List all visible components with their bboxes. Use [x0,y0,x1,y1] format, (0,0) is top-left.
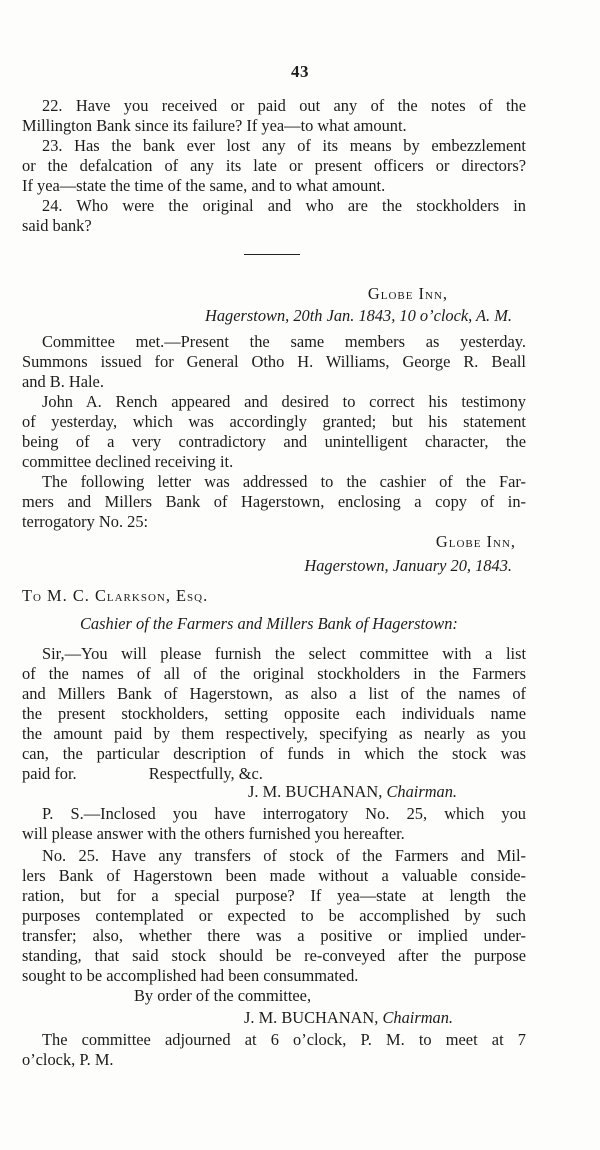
order-signature-title: Chairman. [382,1008,454,1027]
order-signature [22,1008,526,1028]
question-22 [22,96,526,136]
letter-closing-line [22,764,526,784]
p2-line-3: being of a very contradictory and unintelligent character, the [22,432,526,451]
adjourn-line-2: o’clock, P. M. [22,1050,114,1069]
q25-line-4: purposes contemplated or expected to be accomplished by such [22,906,526,925]
heading-place-text: Globe Inn, [367,284,448,303]
postscript-line-1: P. S.—Inclosed you have interrogatory No. 25, which you [42,804,526,823]
letter-closing-left: paid for. [22,764,77,783]
heading-dateline-text: Hagerstown, 20th Jan. 1843, 10 o’clock, A. M. [205,306,512,325]
letter-body-line-3: and Millers Bank of Hagerstown, as also a list of the names of [22,684,526,703]
question-24-line-2: said bank? [22,216,92,235]
question-22-line-2: Millington Bank since its failure? If yea—to what amount. [22,116,407,135]
p3-line-2: mers and Millers Bank of Hagerstown, enclosing a copy of in- [22,492,526,511]
letter-body [22,644,526,784]
section-divider [244,254,300,255]
postscript-line-2: will please answer with the others furnished you hereafter. [22,824,405,843]
letter-signature [22,782,526,802]
q25-line-5: transfer; also, whether there was a positive or implied under- [22,926,526,945]
by-order-text: By order of the committee, [134,986,312,1005]
letter-dateline-text: Hagerstown, January 20, 1843. [304,556,512,575]
letter-addressee-text: To M. C. Clarkson, Esq. [22,586,209,605]
p2-line-4: committee declined receiving it. [22,452,234,471]
q25-line-6: standing, that said stock should be re-conveyed after the purpose [22,946,526,965]
question-23 [22,136,526,196]
paragraph-letter-intro [22,472,526,532]
q25-line-2: lers Bank of Hagerstown been made without a valuable conside- [22,866,526,885]
page-number: 43 [291,62,309,81]
p3-line-3: terrogatory No. 25: [22,512,149,531]
letter-closing-right: Respectfully, &c. [148,764,263,783]
p1-line-3: and B. Hale. [22,372,104,391]
q25-line-3: ration, but for a special purpose? If yea—state at length the [22,886,526,905]
heading-dateline [22,306,526,326]
p2-line-1: John A. Rench appeared and desired to correct his testimony [42,392,526,411]
letter-addressee [22,586,526,606]
paragraph-committee-met [22,332,526,392]
p2-line-2: of yesterday, which was accordingly granted; but his statement [22,412,526,431]
adjournment [22,1030,526,1070]
letter-place-text: Globe Inn, [435,532,516,551]
question-23-line-2: or the defalcation of any its late or present officers or directors? [22,156,526,175]
question-24 [22,196,526,236]
letter-body-line-6: can, the particular description of funds in which the stock was [22,744,526,763]
q25-line-1: No. 25. Have any transfers of stock of the Farmers and Mil- [42,846,526,865]
p3-line-1: The following letter was addressed to the cashier of the Far- [42,472,526,491]
letter-body-line-1: Sir,—You will please furnish the select committee with a list [42,644,526,663]
q25-line-7: sought to be accomplished had been consummated. [22,966,359,985]
heading-place [22,284,526,304]
interrogatory-25 [22,846,526,986]
adjourn-line-1: The committee adjourned at 6 o’clock, P. M. to meet at 7 [42,1030,526,1049]
letter-addressee-title [22,614,526,634]
letter-body-line-4: the present stockholders, setting opposite each individuals name [22,704,526,723]
letter-signature-name: J. M. BUCHANAN, [248,782,383,801]
letter-addressee-title-text: Cashier of the Farmers and Millers Bank of Hagerstown: [80,614,458,633]
question-23-line-1: 23. Has the bank ever lost any of its means by embezzlement [42,136,526,155]
letter-place [22,532,526,552]
order-signature-name: J. M. BUCHANAN, [244,1008,379,1027]
question-22-line-1: 22. Have you received or paid out any of the notes of the [42,96,526,115]
letter-postscript [22,804,526,844]
by-order [22,986,526,1006]
letter-dateline [22,556,526,576]
letter-signature-title: Chairman. [386,782,458,801]
question-24-line-1: 24. Who were the original and who are the stockholders in [42,196,526,215]
letter-body-line-2: of the names of all of the original stockholders in the Farmers [22,664,526,683]
paragraph-rench [22,392,526,472]
question-23-line-3: If yea—state the time of the same, and to what amount. [22,176,386,195]
p1-line-2: Summons issued for General Otho H. Williams, George R. Beall [22,352,526,371]
p1-line-1: Committee met.—Present the same members as yesterday. [42,332,526,351]
letter-body-line-5: the amount paid by them respectively, specifying as nearly as you [22,724,526,743]
